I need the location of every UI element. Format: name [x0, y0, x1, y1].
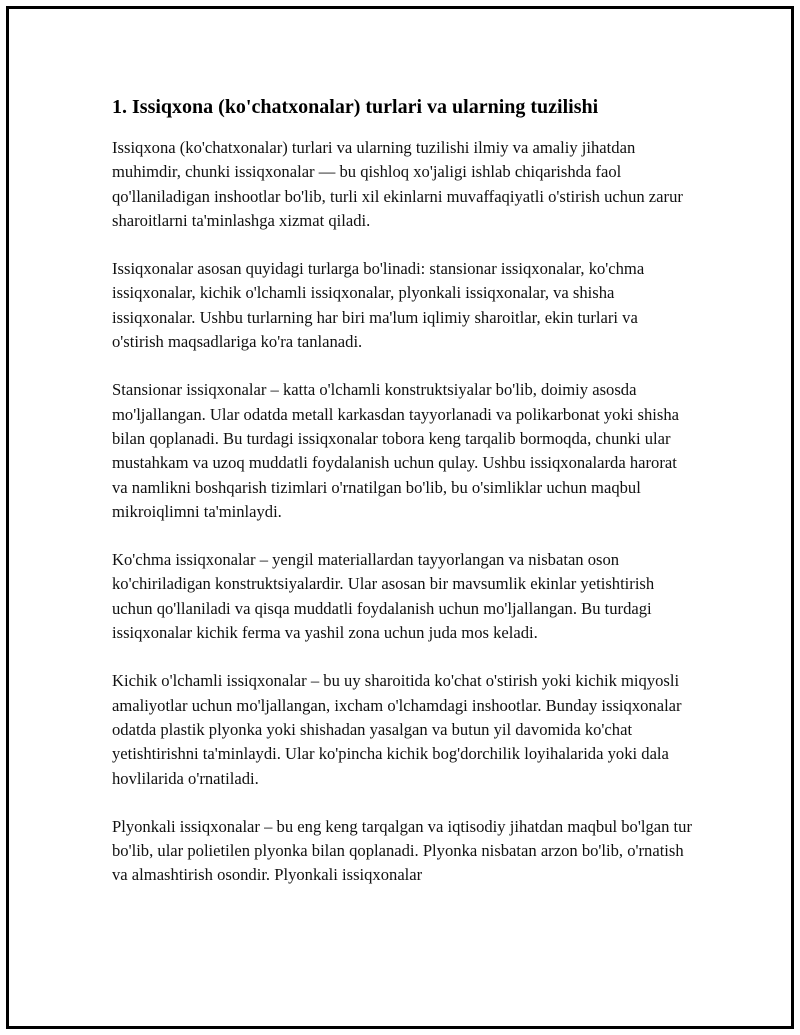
paragraph-introduction: Issiqxona (ko'chatxonalar) turlari va ularning tuzilishi ilmiy va amaliy jihatdan muhimdir, chunki issiqxonalar — bu qishloq xo'jaligi ishlab chiqarishda faol qo'llaniladigan inshootlar bo'lib, turli xil ekinlarni muvaffaqiyatli o'stirish uchun zarur sharoitlarni ta'minlashga xizmat qiladi. — [112, 138, 683, 230]
paragraph-film-greenhouses: Plyonkali issiqxonalar – bu eng keng tarqalgan va iqtisodiy jihatdan maqbul bo'lgan tur bo'lib, ular polietilen plyonka bilan qoplanadi. Plyonka nisbatan arzon bo'lib, o'rnatish va almashtirish osondir. Plyonkali issiqxonalar — [112, 816, 692, 885]
paragraph-small-greenhouses: Kichik o'lchamli issiqxonalar – bu uy sharoitida ko'chat o'stirish yoki kichik miqyosli amaliyotlar uchun mo'ljallangan, ixcham o'lchamdagi inshootlar. Bunday issiqxonalar odatda plastik plyonka yoki shishadan yasalgan va butun yil davomida ko'chat yetishtirishni ta'minlaydi. Ular ko'pincha kichik bog'dorchilik loyihalarida yoki dala hovlilarida o'rnatiladi. — [112, 671, 682, 788]
section-heading: 1. Issiqxona (ko'chatxonalar) turlari va ularning tuzilishi — [112, 96, 599, 118]
document-body — [112, 92, 692, 912]
paragraph-portable-greenhouses: Ko'chma issiqxonalar – yengil materiallardan tayyorlangan va nisbatan oson ko'chiriladigan konstruktsiyalardir. Ular asosan bir mavsumlik ekinlar yetishtirish uchun qo'llaniladi va qisqa muddatli foydalanish uchun mo'ljallangan. Bu turdagi issiqxonalar kichik ferma va yashil zona uchun juda mos keladi. — [112, 550, 655, 643]
paragraph-stationary-greenhouses: Stansionar issiqxonalar – katta o'lchamli konstruktsiyalar bo'lib, doimiy asosda mo'ljallangan. Ular odatda metall karkasdan tayyorlanadi va polikarbonat yoki shisha bilan qoplanadi. Bu turdagi issiqxonalar tobora keng tarqalib bormoqda, chunki ular mustahkam va uzoq muddatli foydalanish uchun qulay. Ushbu issiqxonalarda harorat va namlikni boshqarish tizimlari o'rnatilgan bo'lib, bu o'simliklar uchun maqbul mikroiqlimni ta'minlaydi. — [112, 380, 680, 521]
paragraph-greenhouse-types: Issiqxonalar asosan quyidagi turlarga bo'linadi: stansionar issiqxonalar, ko'chma issiqxonalar, kichik o'lchamli issiqxonalar, plyonkali issiqxonalar, va shisha issiqxonalar. Ushbu turlarning har biri ma'lum iqlimiy sharoitlar, ekin turlari va o'stirish maqsadlariga ko'ra tanlanadi. — [112, 259, 645, 352]
